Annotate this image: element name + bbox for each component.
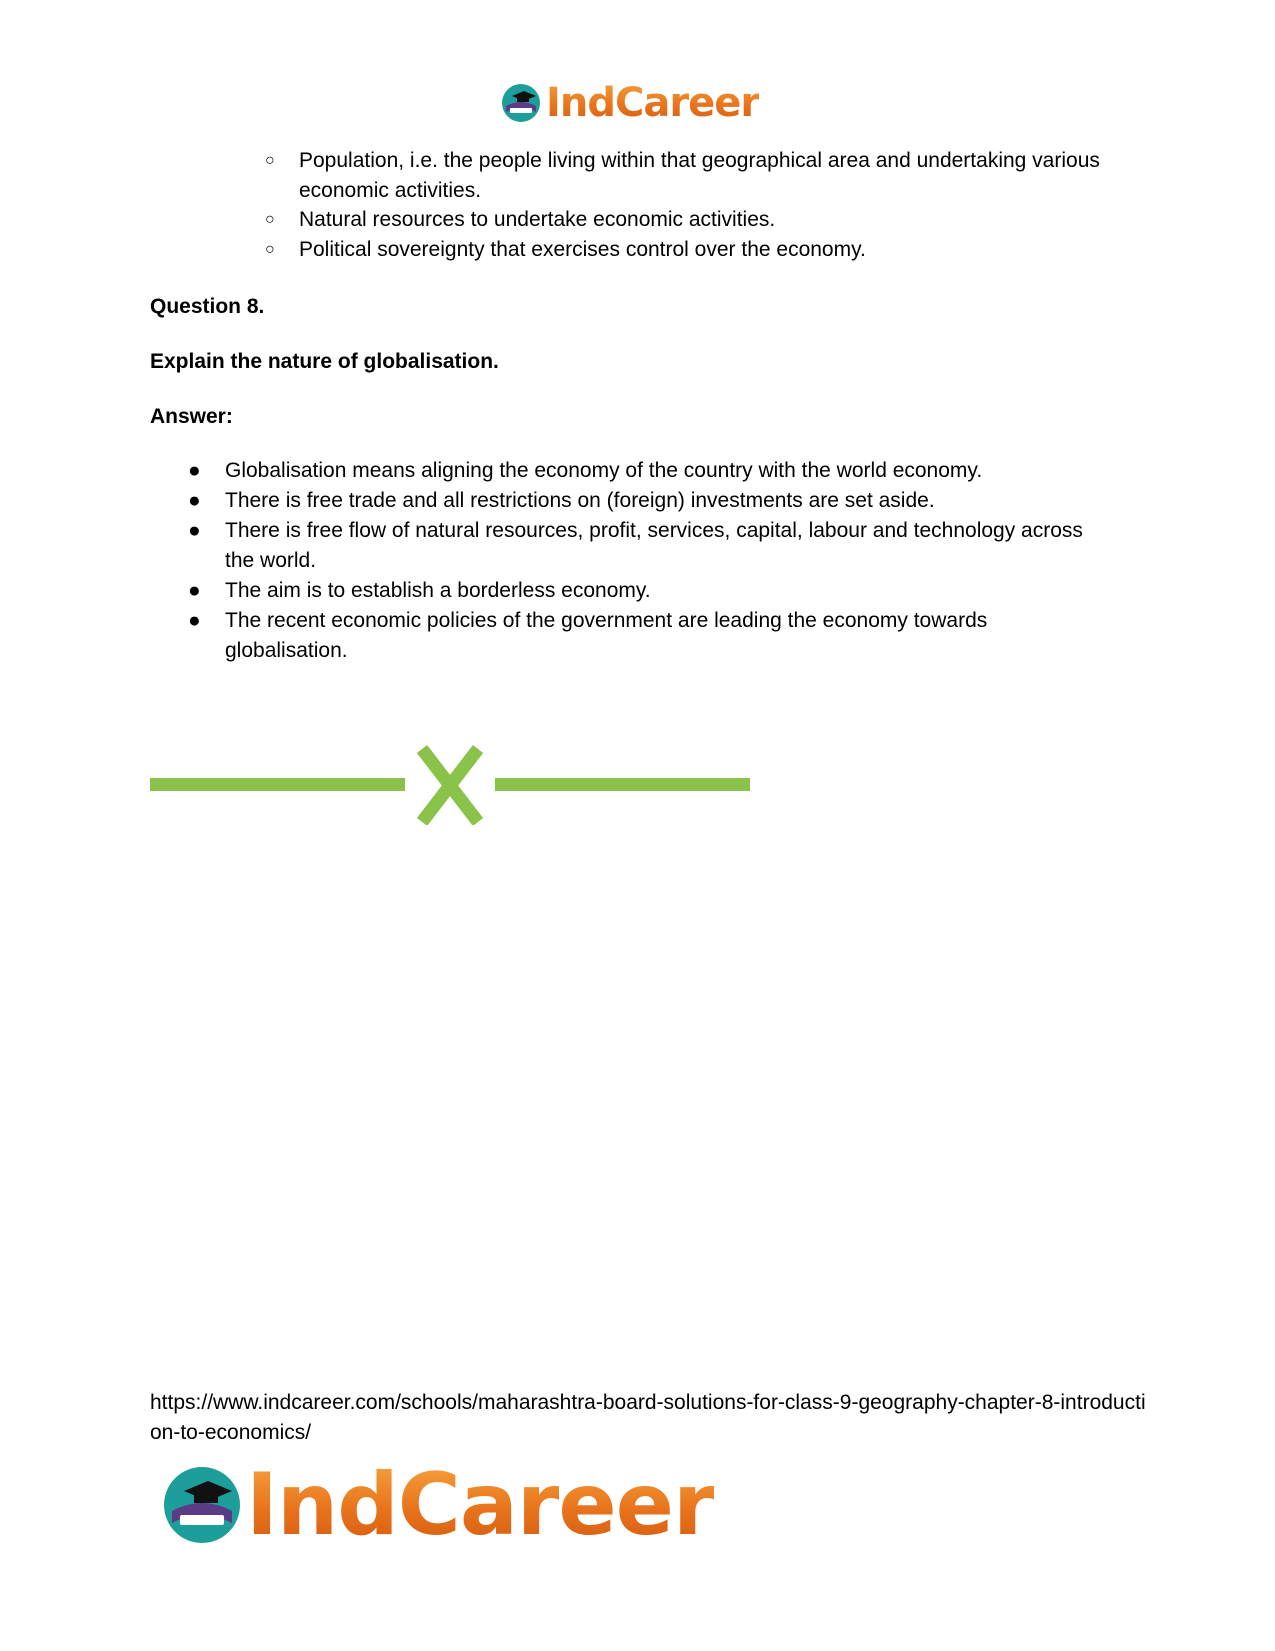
list-item [188,486,1088,516]
answer-bullet-list [188,456,1088,666]
list-item [188,516,1088,576]
section-divider [150,745,750,825]
source-url[interactable]: https://www.indcareer.com/schools/maharashtra-board-solutions-for-class-9-geography-chapter-8-introduction-to-economics/ [150,1391,1146,1444]
list-item-text: The aim is to establish a borderless economy. [225,579,651,602]
list-item-text: There is free trade and all restrictions on (foreign) investments are set aside. [225,489,935,512]
bullet-marker: ● [188,519,201,542]
footer-logo-text: IndCareer [246,1455,715,1555]
list-item-text: Natural resources to undertake economic activities. [299,208,776,231]
divider-x-icon [422,749,478,822]
bullet-marker: ● [188,579,201,602]
bullet-marker: ● [188,459,201,482]
header-logo [500,80,759,126]
list-item-text: Globalisation means aligning the economy of the country with the world economy. [225,459,983,482]
list-item [188,576,1088,606]
list-item-text: There is free flow of natural resources, profit, services, capital, labour and technology across the world. [225,519,1083,572]
list-item [265,205,1125,235]
list-item [265,235,1125,265]
list-item [188,606,1088,666]
indcareer-logo-icon [160,1463,244,1547]
bullet-marker: ○ [265,152,275,169]
bullet-marker: ○ [265,211,275,228]
list-item-text: Political sovereignty that exercises control over the economy. [299,237,866,261]
list-item [188,456,1088,486]
indcareer-logo-icon [500,82,542,124]
answer-label: Answer: [150,405,233,428]
footer-logo [160,1455,715,1555]
question-number: Question 8. [150,295,265,318]
bullet-marker: ○ [265,240,275,258]
list-item-text: The recent economic policies of the government are leading the economy towards globalisation. [225,609,988,662]
question-text: Explain the nature of globalisation. [150,350,499,373]
bullet-marker: ● [188,489,201,512]
list-item-text: Population, i.e. the people living within that geographical area and undertaking various economic activities. [299,149,1100,202]
header-logo-text: IndCareer [546,80,760,126]
bullet-marker: ● [188,609,201,632]
sub-bullet-list [265,146,1125,264]
list-item [265,146,1125,205]
